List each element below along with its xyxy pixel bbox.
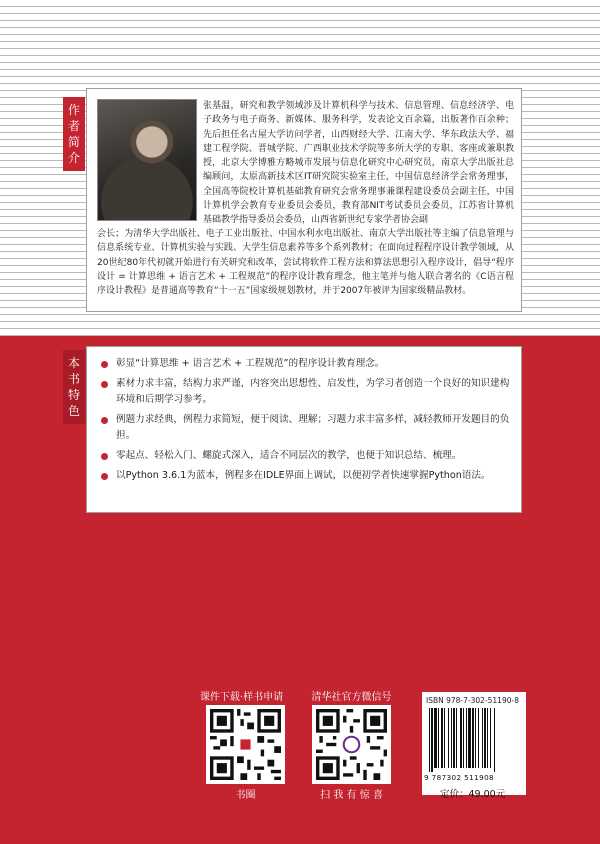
tab-char: 介 [67,151,80,165]
price-label: 定价：49.00元 [440,789,506,800]
tab-char: 特 [67,388,80,402]
book-features-tab [63,350,85,424]
qr-caption-wechat: 扫 我 有 惊 喜 [320,790,383,801]
author-bio-bottom: 会长；为清华大学出版社、电子工业出版社、中国水利水电出版社、南京大学出版社等主编了信息管理与信息系统专业、计算机实验与实践、大学生信息素养等多个系列教材；在面向过程程序设计教学领域，从20世纪80年代初就开始进行有关研究和改革，尝试将软件工程方法和算法思想引入程序设计，倡导“程序设计 = 计算思维 + 语言艺术 + 工程规范”的程序设计教育理念，他主笔并与他人联合著名的《C语言程序设计教程》是普通高等教育“十一五”国家级规划教材，并于2007年被评为国家级精品教材。 [97,229,514,297]
author-intro-tab [63,97,85,171]
isbn-label: ISBN 978-7-302-51190-8 [426,696,519,705]
list-item [100,356,514,372]
feature-text: 彰显“计算思维 + 语言艺术 + 工程规范”的程序设计教育理念。 [116,358,385,369]
bullet-icon [101,453,108,460]
bullet-icon [101,381,108,388]
tab-char: 色 [67,404,80,418]
tab-char: 本 [67,356,80,370]
bullet-icon [101,417,108,424]
qr-title-wechat: 清华社官方微信号 [311,692,392,703]
qr-code-icon [316,709,387,780]
bullet-icon [101,361,108,368]
qr-caption-courseware: 书圈 [235,790,256,801]
isbn-digits: 9 787302 511908 [424,773,495,782]
qr-code-icon [210,709,281,780]
feature-text: 零起点、轻松入门、螺旋式深入，适合不同层次的教学，也便于知识总结、梳理。 [116,450,462,461]
wechat-qr-code[interactable] [312,705,391,784]
bullet-icon [101,473,108,480]
qr-title-courseware: 课件下载·样书申请 [199,692,284,703]
tab-char: 简 [67,135,80,149]
feature-text: 素材力求丰富，结构力求严谨，内容突出思想性、启发性，为学习者创造一个良好的知识建构环境和后期学习参考。 [116,378,510,405]
feature-list [100,356,514,488]
tab-char: 作 [67,103,80,117]
courseware-qr-code[interactable] [206,705,285,784]
barcode-icon [427,708,517,772]
list-item [100,448,514,464]
list-item [100,376,514,408]
tab-char: 者 [67,119,80,133]
feature-text: 以Python 3.6.1为蓝本，例程多在IDLE界面上调试，以便初学者快速掌握Python语法。 [116,470,491,481]
list-item [100,412,514,444]
author-photo [97,99,197,221]
feature-text: 例题力求经典，例程力求简短，便于阅读、理解；习题力求丰富多样，减轻教师开发题目的负担。 [116,414,510,441]
list-item [100,468,514,484]
author-bio-top: 张基温，研究和教学领域涉及计算机科学与技术、信息管理、信息经济学、电子政务与电子商务、新媒体、服务科学，发表论文百余篇，出版著作百余种；先后担任名古屋大学访问学者，山西财经大学、江南大学、华东政法大学、福建工程学院、晋城学院、广西职业技术学院等多所大学的专职、客座或兼职教授，北京大学博雅方略城市发展与信息化研究中心研究员，南京大学出版社总编顾问，太原高新技术区IT研究院实验室主任，中国信息经济学会常务理事，全国高等院校计算机基础教育研究会常务理事兼课程建设委员会副主任，中国计算机学会教育专业委员会委员，教育部NIT考试委员会委员，江苏省计算机基础教学指导委员会委员，山西省新世纪专家学者协会副 [203,101,514,226]
tab-char: 书 [67,372,80,386]
